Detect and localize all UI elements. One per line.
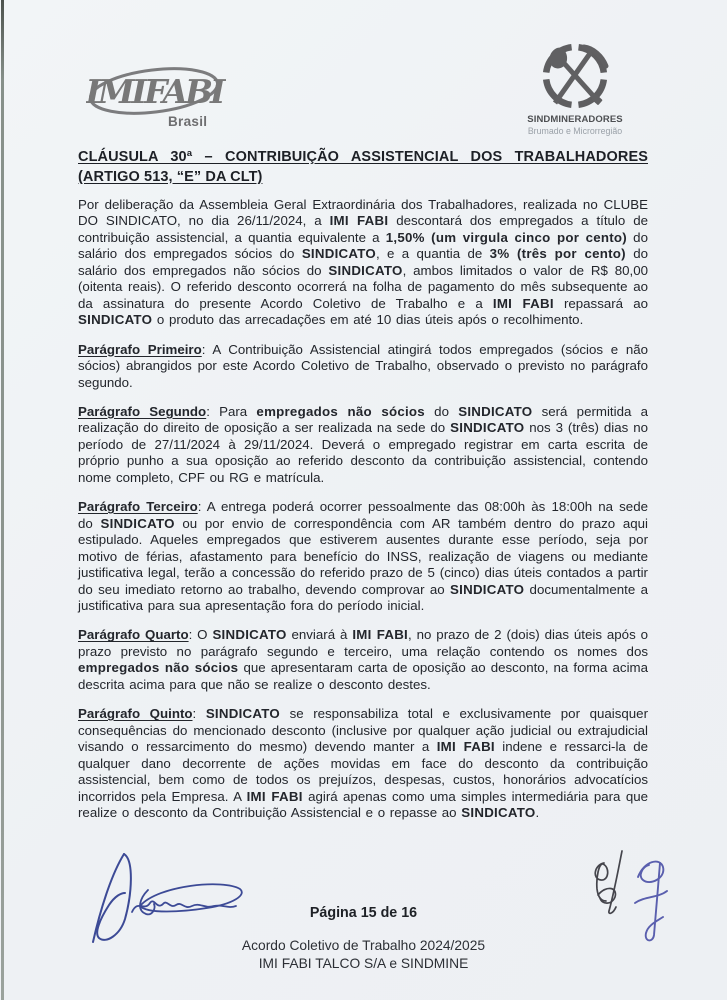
paragraph-quarto-label: Parágrafo Quarto [78, 627, 189, 643]
sindmineradores-logo [525, 41, 625, 136]
document-content [78, 148, 648, 834]
imifabi-logo-icon [86, 64, 226, 120]
clause-paragraphs [78, 197, 648, 821]
paragraph-primeiro: Parágrafo Primeiro: A Contribuição Assistencial atingirá todos empregados (sócios e não sócios) abrangidos por este Acordo Coletivo de Trabalho, observado o previsto no parágrafo segundo. [78, 341, 648, 390]
paragraph-quinto: Parágrafo Quinto: SINDICATO se responsabiliza total e exclusivamente por quaisquer consequências do mencionado desconto (inclusive por qualquer ação judicial ou extrajudicial visando o ressarcimento do mesmo) devendo manter a IMI FABI indene e ressarci-la de qualquer dano decorrente de ações movidas em face do desconto da contribuição assistencial, bem como de todos os prejuízos, despesas, custos, honorários advocatícios incorridos pela Empresa. A IMI FABI agirá apenas como uma simples intermediária para que realize o desconto da Contribuição Assistencial e o repasse ao SINDICATO. [78, 706, 649, 820]
paragraph-segundo-label: Parágrafo Segundo [78, 403, 207, 419]
brasil-label: Brasil [168, 114, 208, 129]
paragraph-primeiro-label: Parágrafo Primeiro [78, 341, 202, 357]
footer-line-agreement: Acordo Coletivo de Trabalho 2024/2025 [241, 938, 486, 953]
footer-line-parties: IMI FABI TALCO S/A e SINDMINE [258, 956, 469, 971]
scan-edge [1, 0, 4, 1000]
clause-body-paragraph: Por deliberação da Assembleia Geral Extraordinária dos Trabalhadores, realizada no CLUBE DO SINDICATO, no dia 26/11/2024, a IMI FABI descontará dos empregados a título de contribuição assistencial, a quantia equivalente a 1,50% (um virgula cinco por cento) do salário dos empregados sócios do SINDICATO, e a quantia de 3% (três por cento) do salário dos empregados não sócios do SINDICATO, ambos limitados o valor de R$ 80,00 (oitenta reais). O referido desconto ocorrerá na folha de pagamento do mês subsequente ao da assinatura do presente Acordo Coletivo de Trabalho e a IMI FABI repassará ao SINDICATO o produto das arrecadações em até 10 dias úteis após o recolhimento. [78, 197, 649, 328]
paragraph-segundo: Parágrafo Segundo: Para empregados não sócios do SINDICATO será permitida a realização do direito de oposição a ser realizada na sede do SINDICATO nos 3 (três) dias no período de 27/11/2024 à 29/11/2024. Deverá o empregado registrar em carta escrita de próprio punho a sua oposição ao referido desconto da contribuição assistencial, contendo nome completo, CPF ou RG e matrícula. [78, 403, 648, 485]
sindmineradores-subtitle: Brumado e Microrregião [527, 126, 623, 136]
paragraph-terceiro: Parágrafo Terceiro: A entrega poderá ocorrer pessoalmente das 08:00h às 18:00h na sede do SINDICATO ou por envio de correspondência com AR também dentro do prazo aqui estipulado. Aqueles empregados que estiverem ausentes durante esse período, seja por motivo de férias, afastamento para benefício do INSS, realização de viagens ou mediante justificativa legal, terão a concessão do referido prazo de 5 (cinco) dias úteis contados a partir do seu imediato retorno ao trabalho, devendo comprovar ao SINDICATO documentalmente a justificativa para sua apresentação fora do período inicial. [78, 499, 649, 613]
crossed-tools-icon [540, 41, 610, 111]
sindmineradores-name: SINDMINERADORES [527, 114, 623, 125]
paragraph-quinto-label: Parágrafo Quinto [78, 706, 193, 722]
paragraph-terceiro-label: Parágrafo Terceiro [78, 499, 198, 515]
paragraph-quarto: Parágrafo Quarto: O SINDICATO enviará à IMI FABI, no prazo de 2 (dois) dias úteis após o prazo previsto no parágrafo segundo e terceiro, uma relação contendo os nomes dos empregados não sócios que apresentaram carta de oposição ao desconto, na forma acima descrita acima para que não se realize o desconto destes. [78, 627, 649, 692]
page-number: Página 15 de 16 [309, 905, 418, 921]
imifabi-logo-text: IMIFABI [86, 72, 223, 111]
document-footer [0, 937, 727, 973]
clause-title: CLÁUSULA 30ª – CONTRIBUIÇÃO ASSISTENCIAL DOS TRABALHADORES (ARTIGO 513, “E” DA CLT) [78, 149, 648, 185]
